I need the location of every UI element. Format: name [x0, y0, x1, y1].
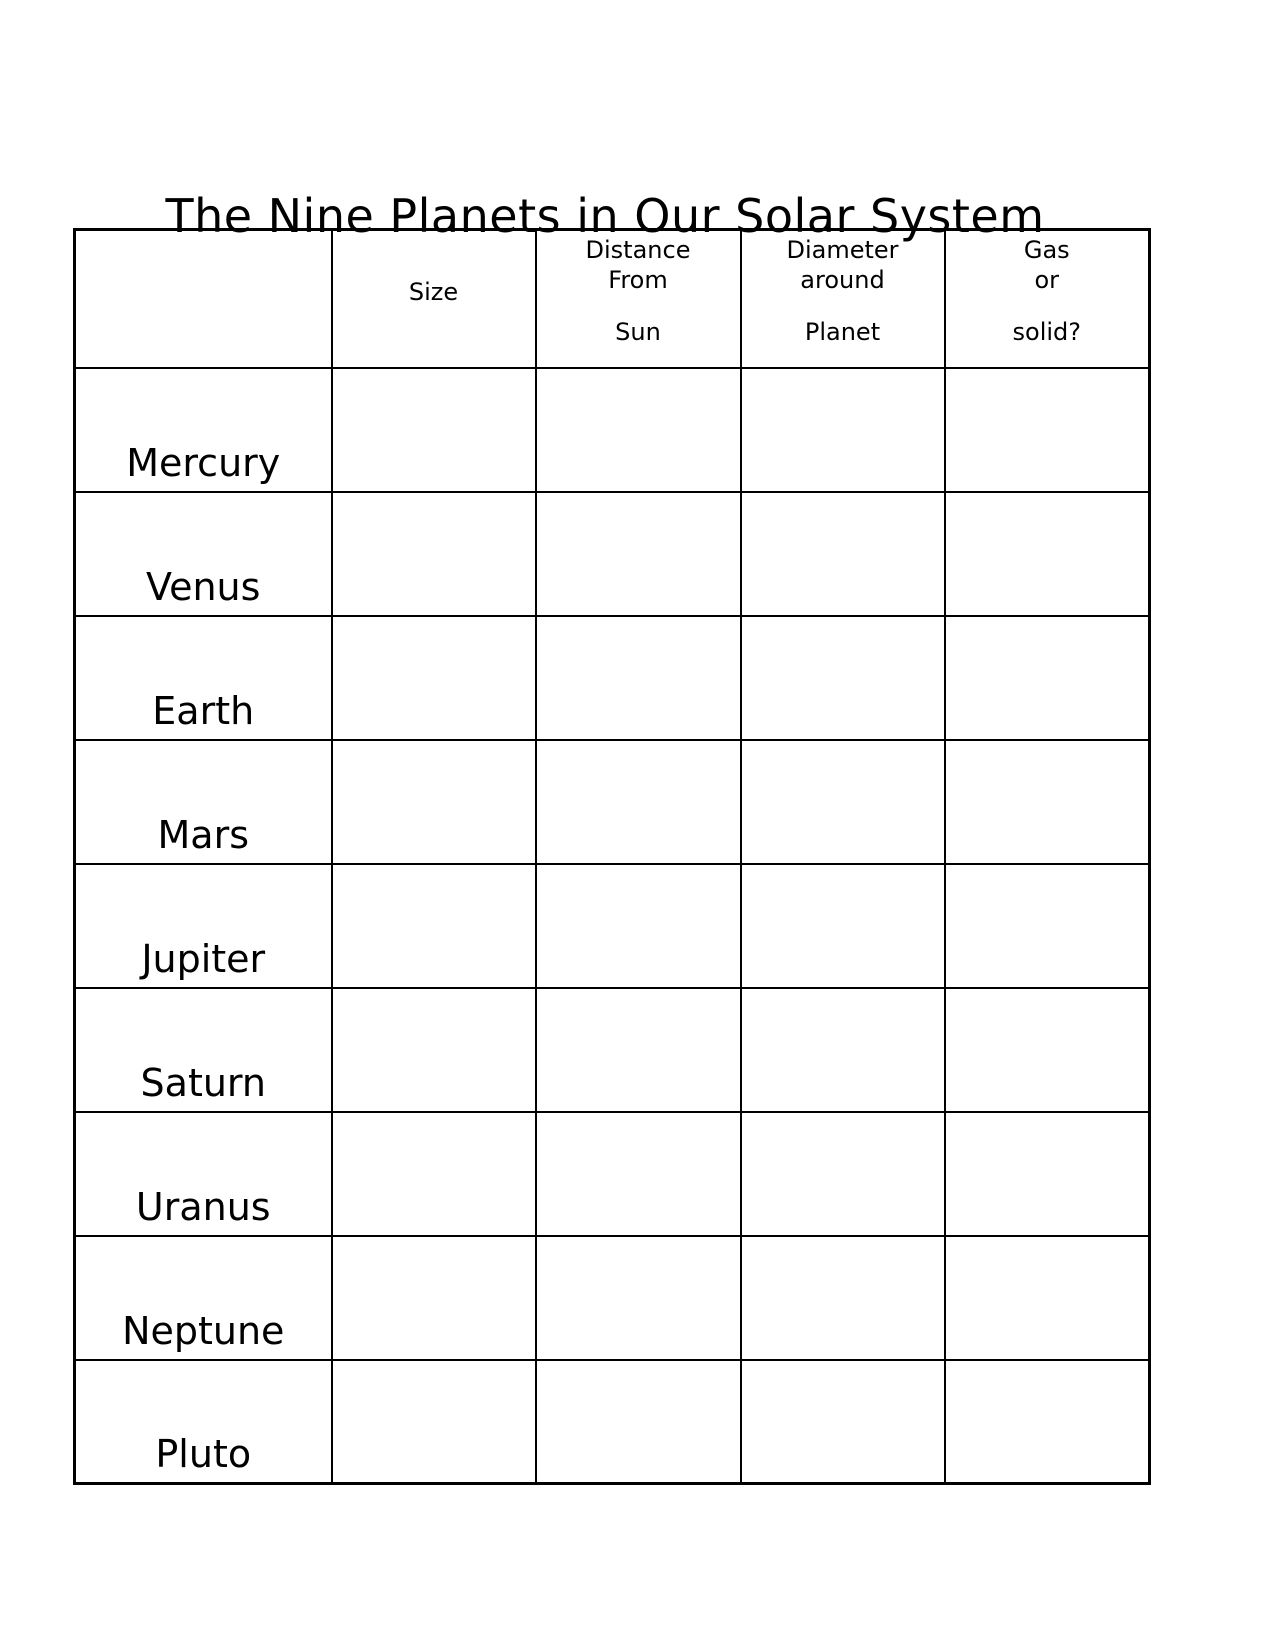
- planet-row-earth: [75, 616, 1150, 740]
- diameter-cell[interactable]: [741, 740, 945, 864]
- size-cell[interactable]: [332, 1236, 536, 1360]
- diameter-cell[interactable]: [741, 1112, 945, 1236]
- size-cell[interactable]: [332, 368, 536, 492]
- planet-name: Jupiter: [75, 864, 332, 988]
- size-cell[interactable]: [332, 1360, 536, 1484]
- planet-name: Venus: [75, 492, 332, 616]
- header-diameter-line-2: around: [800, 266, 885, 294]
- planet-row-mercury: [75, 368, 1150, 492]
- size-cell[interactable]: [332, 740, 536, 864]
- header-distance-line-1: Distance: [585, 236, 691, 264]
- header-gas-line-1: Gas: [1023, 236, 1070, 264]
- planet-name: Pluto: [75, 1360, 332, 1484]
- planet-row-venus: [75, 492, 1150, 616]
- planet-row-mars: [75, 740, 1150, 864]
- planet-name: Neptune: [75, 1236, 332, 1360]
- header-diameter-line-1: Diameter: [786, 236, 899, 264]
- diameter-cell[interactable]: [741, 988, 945, 1112]
- size-cell[interactable]: [332, 1112, 536, 1236]
- header-gas-line-2: or: [1034, 266, 1060, 294]
- header-distance: [536, 230, 741, 368]
- gas-or-solid-cell[interactable]: [945, 616, 1150, 740]
- planet-row-uranus: [75, 1112, 1150, 1236]
- gas-or-solid-cell[interactable]: [945, 1112, 1150, 1236]
- header-size: [332, 230, 536, 368]
- header-gas-or-solid: [945, 230, 1150, 368]
- planet-row-pluto: [75, 1360, 1150, 1484]
- gas-or-solid-cell[interactable]: [945, 368, 1150, 492]
- diameter-cell[interactable]: [741, 1236, 945, 1360]
- diameter-cell[interactable]: [741, 1360, 945, 1484]
- distance-cell[interactable]: [536, 988, 741, 1112]
- header-diameter-line-3: Planet: [804, 318, 881, 346]
- planet-name: Uranus: [75, 1112, 332, 1236]
- size-cell[interactable]: [332, 864, 536, 988]
- planet-row-jupiter: [75, 864, 1150, 988]
- page-title: The Nine Planets in Our Solar System: [165, 188, 1045, 243]
- diameter-cell[interactable]: [741, 616, 945, 740]
- distance-cell[interactable]: [536, 864, 741, 988]
- planet-name: Saturn: [75, 988, 332, 1112]
- planet-row-saturn: [75, 988, 1150, 1112]
- diameter-cell[interactable]: [741, 864, 945, 988]
- gas-or-solid-cell[interactable]: [945, 492, 1150, 616]
- gas-or-solid-cell[interactable]: [945, 988, 1150, 1112]
- header-size-label: Size: [408, 278, 459, 306]
- distance-cell[interactable]: [536, 740, 741, 864]
- diameter-cell[interactable]: [741, 492, 945, 616]
- size-cell[interactable]: [332, 492, 536, 616]
- planet-name: Mars: [75, 740, 332, 864]
- size-cell[interactable]: [332, 616, 536, 740]
- distance-cell[interactable]: [536, 1236, 741, 1360]
- distance-cell[interactable]: [536, 1112, 741, 1236]
- header-row: [75, 230, 1150, 368]
- planets-table: [73, 228, 1151, 1485]
- gas-or-solid-cell[interactable]: [945, 740, 1150, 864]
- header-gas-line-3: solid?: [1012, 318, 1081, 346]
- gas-or-solid-cell[interactable]: [945, 864, 1150, 988]
- diameter-cell[interactable]: [741, 368, 945, 492]
- distance-cell[interactable]: [536, 616, 741, 740]
- planet-name: Earth: [75, 616, 332, 740]
- distance-cell[interactable]: [536, 368, 741, 492]
- header-diameter: [741, 230, 945, 368]
- distance-cell[interactable]: [536, 492, 741, 616]
- planet-row-neptune: [75, 1236, 1150, 1360]
- distance-cell[interactable]: [536, 1360, 741, 1484]
- gas-or-solid-cell[interactable]: [945, 1236, 1150, 1360]
- gas-or-solid-cell[interactable]: [945, 1360, 1150, 1484]
- size-cell[interactable]: [332, 988, 536, 1112]
- header-distance-line-3: Sun: [615, 318, 661, 346]
- header-distance-line-2: From: [608, 266, 668, 294]
- header-blank-cell: [75, 230, 332, 368]
- planet-name: Mercury: [75, 368, 332, 492]
